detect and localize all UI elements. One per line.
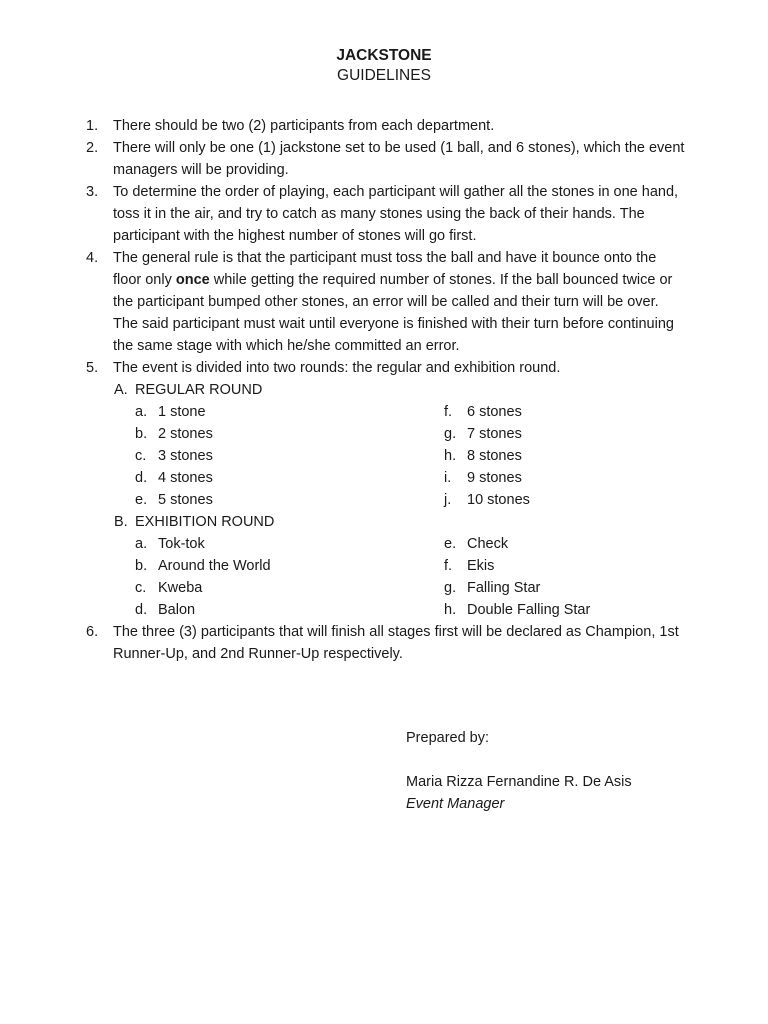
section-letter: A. bbox=[114, 382, 128, 398]
list-item: e. Check bbox=[444, 536, 509, 552]
rule-number: 3. bbox=[86, 184, 99, 200]
list-item: f. 6 stones bbox=[444, 404, 522, 420]
document-title: JACKSTONE bbox=[336, 47, 432, 64]
exhibition-round-right-column bbox=[444, 533, 590, 621]
list-item: a. Tok-tok bbox=[135, 536, 205, 552]
list-item: e. 5 stones bbox=[135, 492, 213, 508]
rule-number: 4. bbox=[86, 250, 99, 266]
regular-round-heading bbox=[86, 379, 686, 401]
list-item: c. 3 stones bbox=[135, 448, 213, 464]
list-item: d. Balon bbox=[135, 602, 196, 618]
rule-item-2 bbox=[86, 137, 686, 181]
list-item: h. Double Falling Star bbox=[444, 602, 591, 618]
prepared-by-label: Prepared by: bbox=[406, 730, 490, 746]
list-item: g. Falling Star bbox=[444, 580, 541, 596]
rule-item-6 bbox=[86, 621, 686, 665]
rule-text-after: while getting the required number of stones. If the ball bounced twice or the participant bumped other stones, an error will be called and their turn will be over. The said participant must wait until everyone is finished with their turn before continuing the same stage with which he/she committed an error. bbox=[113, 272, 674, 354]
list-item: j. 10 stones bbox=[444, 492, 530, 508]
rule-text bbox=[113, 250, 674, 354]
regular-round-left-column bbox=[135, 401, 213, 511]
signatory-role: Event Manager bbox=[406, 796, 505, 812]
rule-item-1 bbox=[86, 115, 686, 137]
list-item: h. 8 stones bbox=[444, 448, 522, 464]
rule-text-before: The general rule is that the participant must toss the ball and have it bounce onto the floor only bbox=[113, 250, 657, 288]
title-block bbox=[0, 46, 768, 86]
rules-list bbox=[86, 115, 686, 665]
list-item: b. 2 stones bbox=[135, 426, 213, 442]
exhibition-round-heading bbox=[86, 511, 686, 533]
rule-number: 2. bbox=[86, 140, 99, 156]
rule-number: 6. bbox=[86, 624, 99, 640]
list-item: d. 4 stones bbox=[135, 470, 213, 486]
list-item: b. Around the World bbox=[135, 558, 271, 574]
rule-text: There should be two (2) participants from each department. bbox=[113, 118, 495, 134]
section-heading-text: EXHIBITION ROUND bbox=[135, 514, 275, 530]
list-item: i. 9 stones bbox=[444, 470, 522, 486]
rule-text: There will only be one (1) jackstone set to be used (1 ball, and 6 stones), which the event managers will be providing. bbox=[113, 140, 685, 178]
regular-round-stages bbox=[86, 401, 686, 511]
signatory-name: Maria Rizza Fernandine R. De Asis bbox=[406, 774, 632, 790]
rule-item-5 bbox=[86, 357, 686, 379]
list-item: c. Kweba bbox=[135, 580, 203, 596]
exhibition-round-left-column bbox=[135, 533, 271, 621]
rule-item-3 bbox=[86, 181, 686, 247]
section-letter: B. bbox=[114, 514, 128, 530]
regular-round-right-column bbox=[444, 401, 530, 511]
exhibition-round-stages bbox=[86, 533, 686, 621]
rule-text-emphasis: once bbox=[175, 272, 210, 288]
section-heading-text: REGULAR ROUND bbox=[135, 382, 263, 398]
list-item: a. 1 stone bbox=[135, 404, 206, 420]
list-item: g. 7 stones bbox=[444, 426, 522, 442]
rule-text: To determine the order of playing, each participant will gather all the stones in one hand, toss it in the air, and try to catch as many stones using the back of their hands. The participant with the highest number of stones will go first. bbox=[113, 184, 679, 244]
document-subtitle: GUIDELINES bbox=[337, 67, 431, 84]
signature-spacer bbox=[406, 749, 632, 771]
signature-block bbox=[406, 727, 632, 815]
rule-number: 5. bbox=[86, 360, 99, 376]
rule-number: 1. bbox=[86, 118, 99, 134]
rule-text: The event is divided into two rounds: the regular and exhibition round. bbox=[113, 360, 561, 376]
rule-text: The three (3) participants that will finish all stages first will be declared as Champion, 1st Runner-Up, and 2nd Runner-Up respectively. bbox=[113, 624, 679, 662]
list-item: f. Ekis bbox=[444, 558, 495, 574]
rule-item-4 bbox=[86, 247, 686, 357]
